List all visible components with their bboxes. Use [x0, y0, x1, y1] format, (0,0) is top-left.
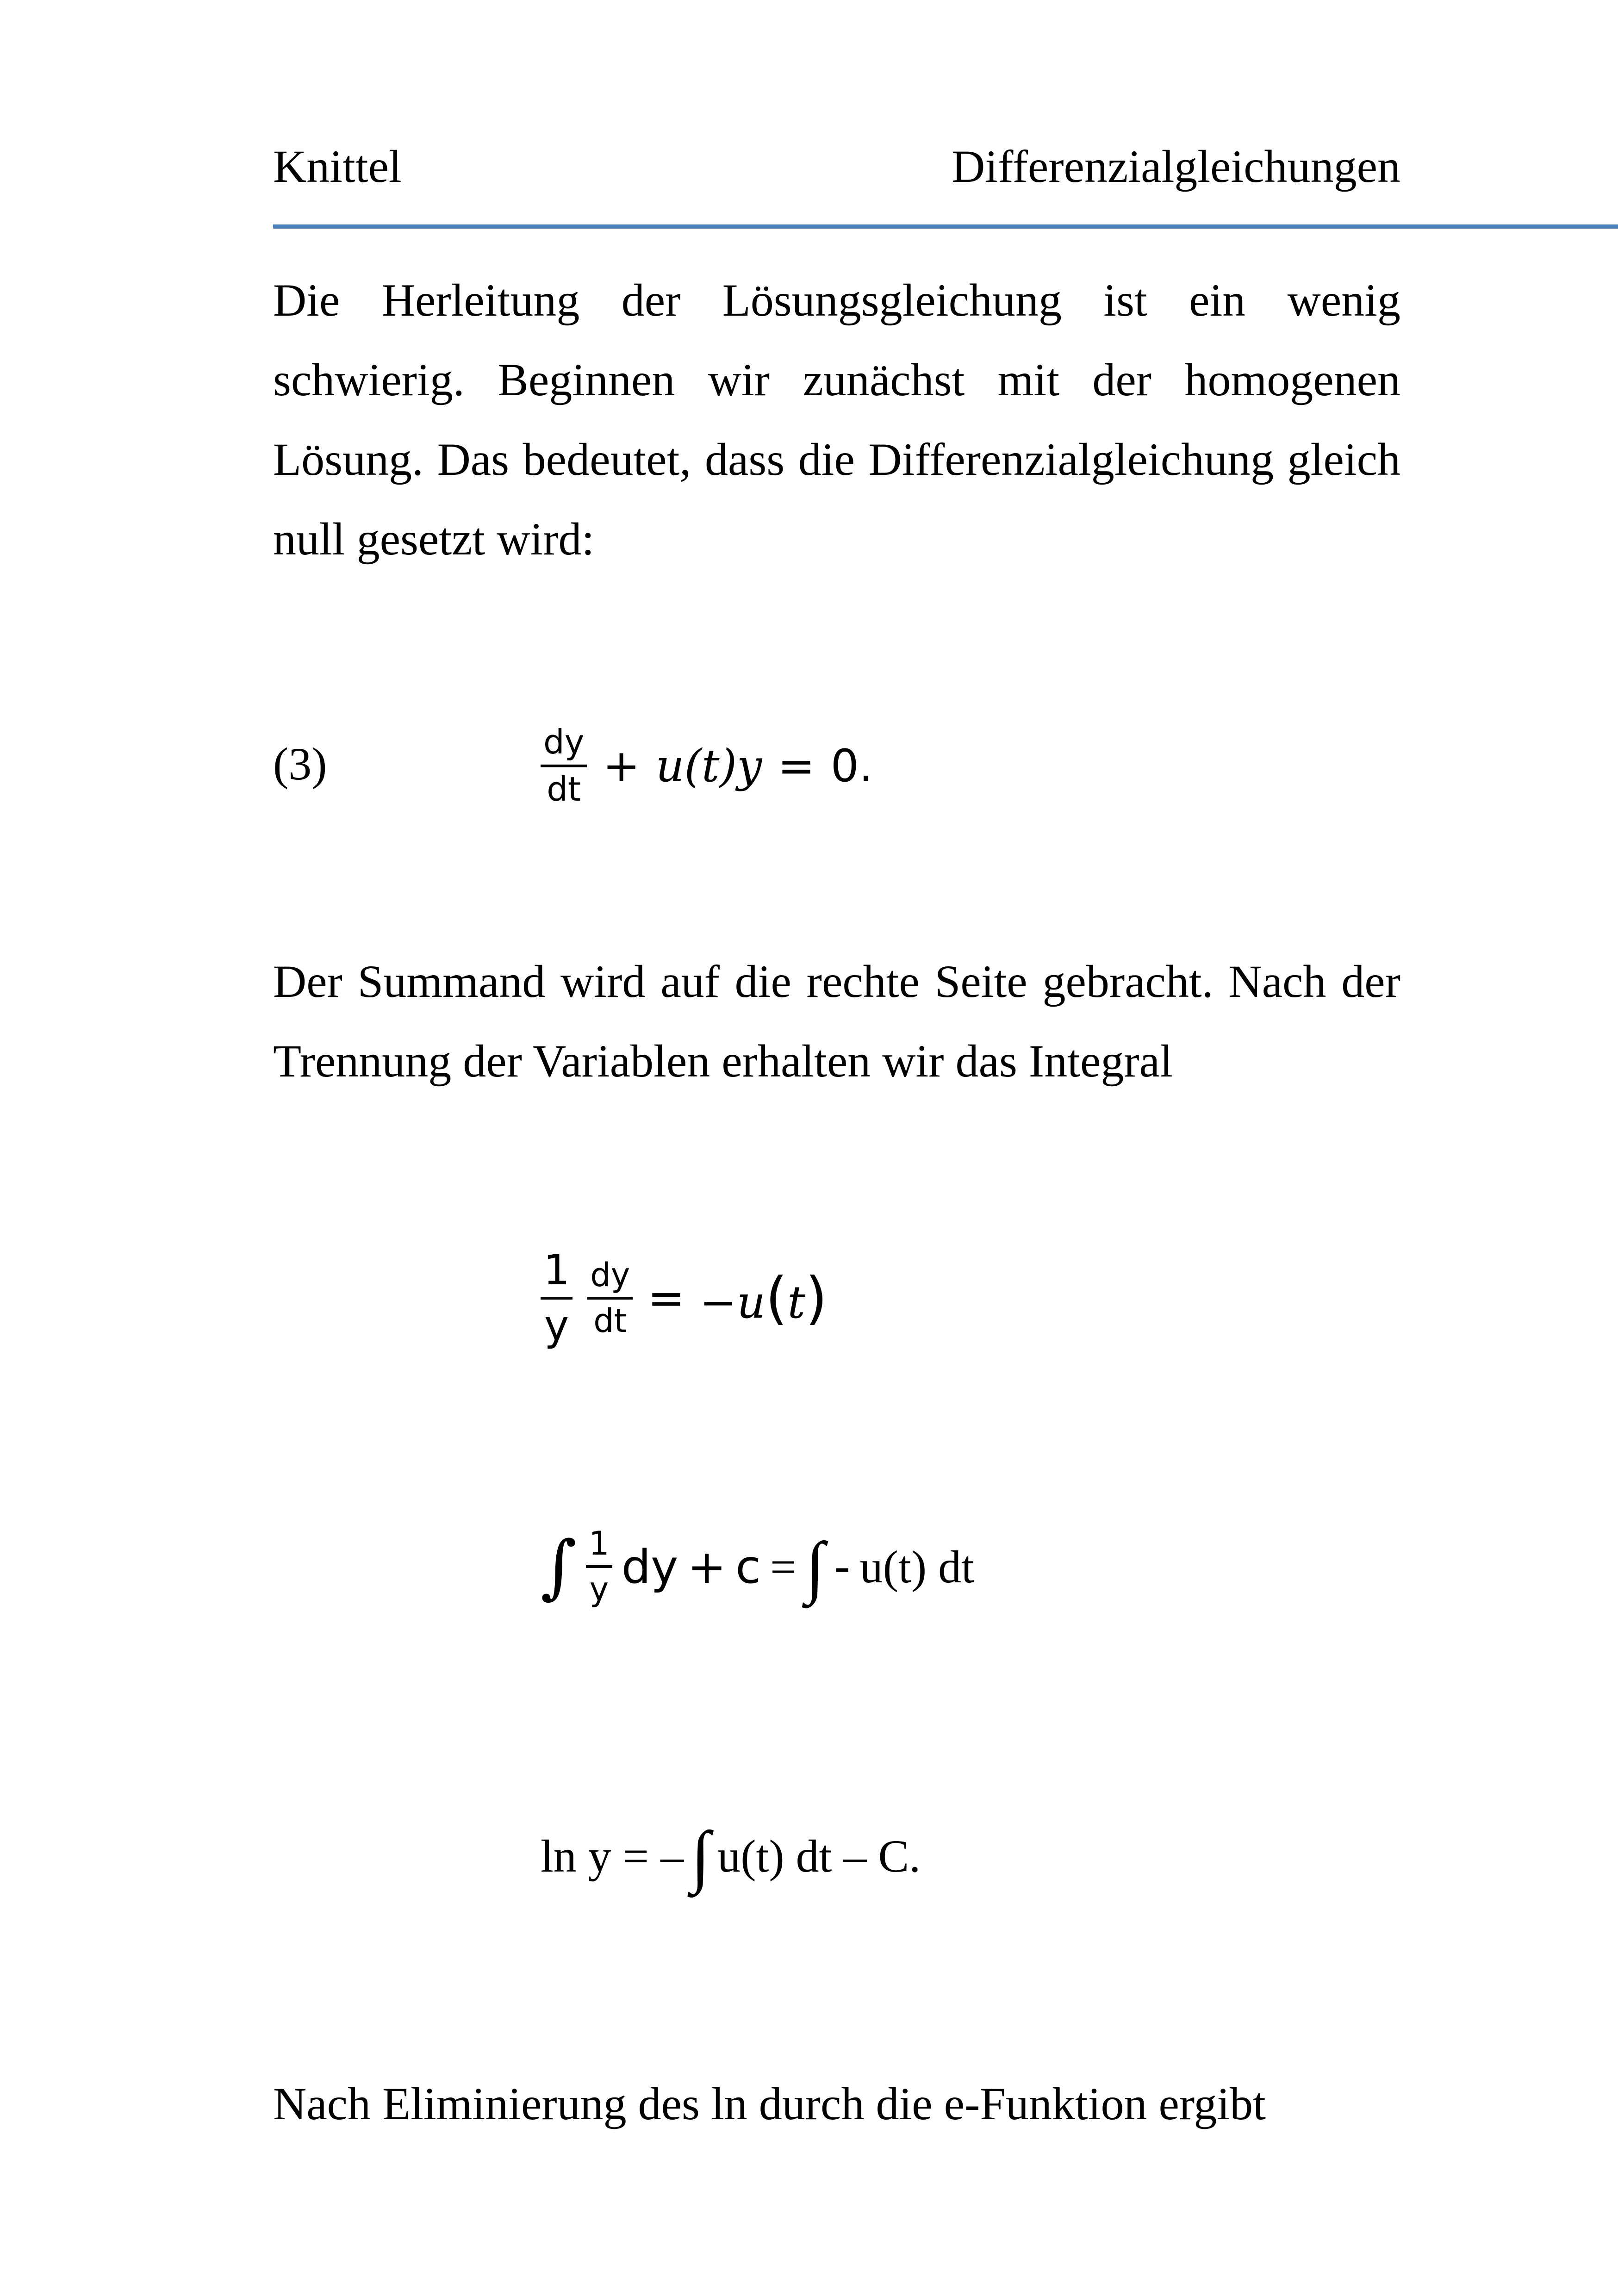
fraction-one-over-y: [586, 1524, 612, 1608]
equals-sign: =: [778, 740, 815, 792]
differential-dy: dy: [621, 1539, 678, 1594]
fraction-numerator: dy: [590, 1256, 630, 1294]
integral-sign: ∫: [691, 1817, 710, 1894]
fraction-bar: [541, 1297, 573, 1300]
equation-homogeneous: [541, 720, 873, 812]
minus-u: −u: [699, 1276, 765, 1328]
header-title: Differenzialgleichungen: [952, 141, 1400, 192]
open-paren: (: [765, 1265, 788, 1331]
fraction-denominator: y: [544, 1301, 569, 1350]
rhs-u-of-t-dt: u(t) dt: [859, 1541, 974, 1593]
fraction-one-over-y: [541, 1245, 573, 1350]
header-author: Knittel: [273, 141, 402, 192]
paragraph-exponential: Nach Eliminierung des ln durch die e-Funktion ergibt: [273, 2078, 1266, 2129]
close-paren: ): [805, 1265, 828, 1331]
term-uty: u(t)y: [655, 740, 762, 792]
integral-sign: ∫: [805, 1528, 825, 1605]
fraction-numerator: 1: [543, 1245, 570, 1294]
fraction-denominator: y: [589, 1570, 609, 1608]
fraction-denominator: dt: [593, 1302, 627, 1340]
fraction-dy-dt: [541, 722, 587, 809]
minus-sign: -: [834, 1539, 851, 1594]
equation-log: [541, 1810, 921, 1902]
fraction-denominator: dt: [547, 770, 581, 809]
equals-sign: =: [770, 1541, 797, 1593]
equals-sign: =: [647, 1272, 685, 1324]
fraction-bar: [541, 765, 587, 767]
constant-c: c: [735, 1539, 761, 1594]
fraction-numerator: dy: [543, 722, 585, 762]
fraction-dy-dt: [587, 1258, 633, 1338]
plus-sign: +: [687, 1539, 727, 1594]
rhs-u-of-t-dt-minus-c: u(t) dt – C.: [717, 1830, 921, 1882]
rhs-negative-u-of-t: [700, 1265, 828, 1331]
header-divider: [273, 224, 1618, 229]
variable-t: t: [787, 1276, 806, 1328]
fraction-bar: [587, 1297, 633, 1300]
equation-separated: [541, 1236, 828, 1361]
rhs-zero: 0.: [830, 740, 873, 792]
paragraph-intro: Die Herleitung der Lösungsgleichung ist ein wenig schwierig. Beginnen wir zunächst mit der homogenen Lösung. Das bedeutet, dass die Differenzialgleichung gleich null gesetzt wird:: [273, 274, 1400, 565]
equation-integral: [541, 1506, 974, 1627]
fraction-bar: [586, 1565, 612, 1568]
lhs-ln-y: ln y = –: [541, 1830, 684, 1882]
equation-number: (3): [273, 738, 327, 790]
plus-sign: +: [603, 740, 640, 792]
integral-sign: ∫: [541, 1526, 577, 1607]
paragraph-separation: Der Summand wird auf die rechte Seite gebracht. Nach der Trennung der Variablen erhalten wir das Integral: [273, 956, 1400, 1087]
fraction-numerator: 1: [589, 1524, 610, 1562]
